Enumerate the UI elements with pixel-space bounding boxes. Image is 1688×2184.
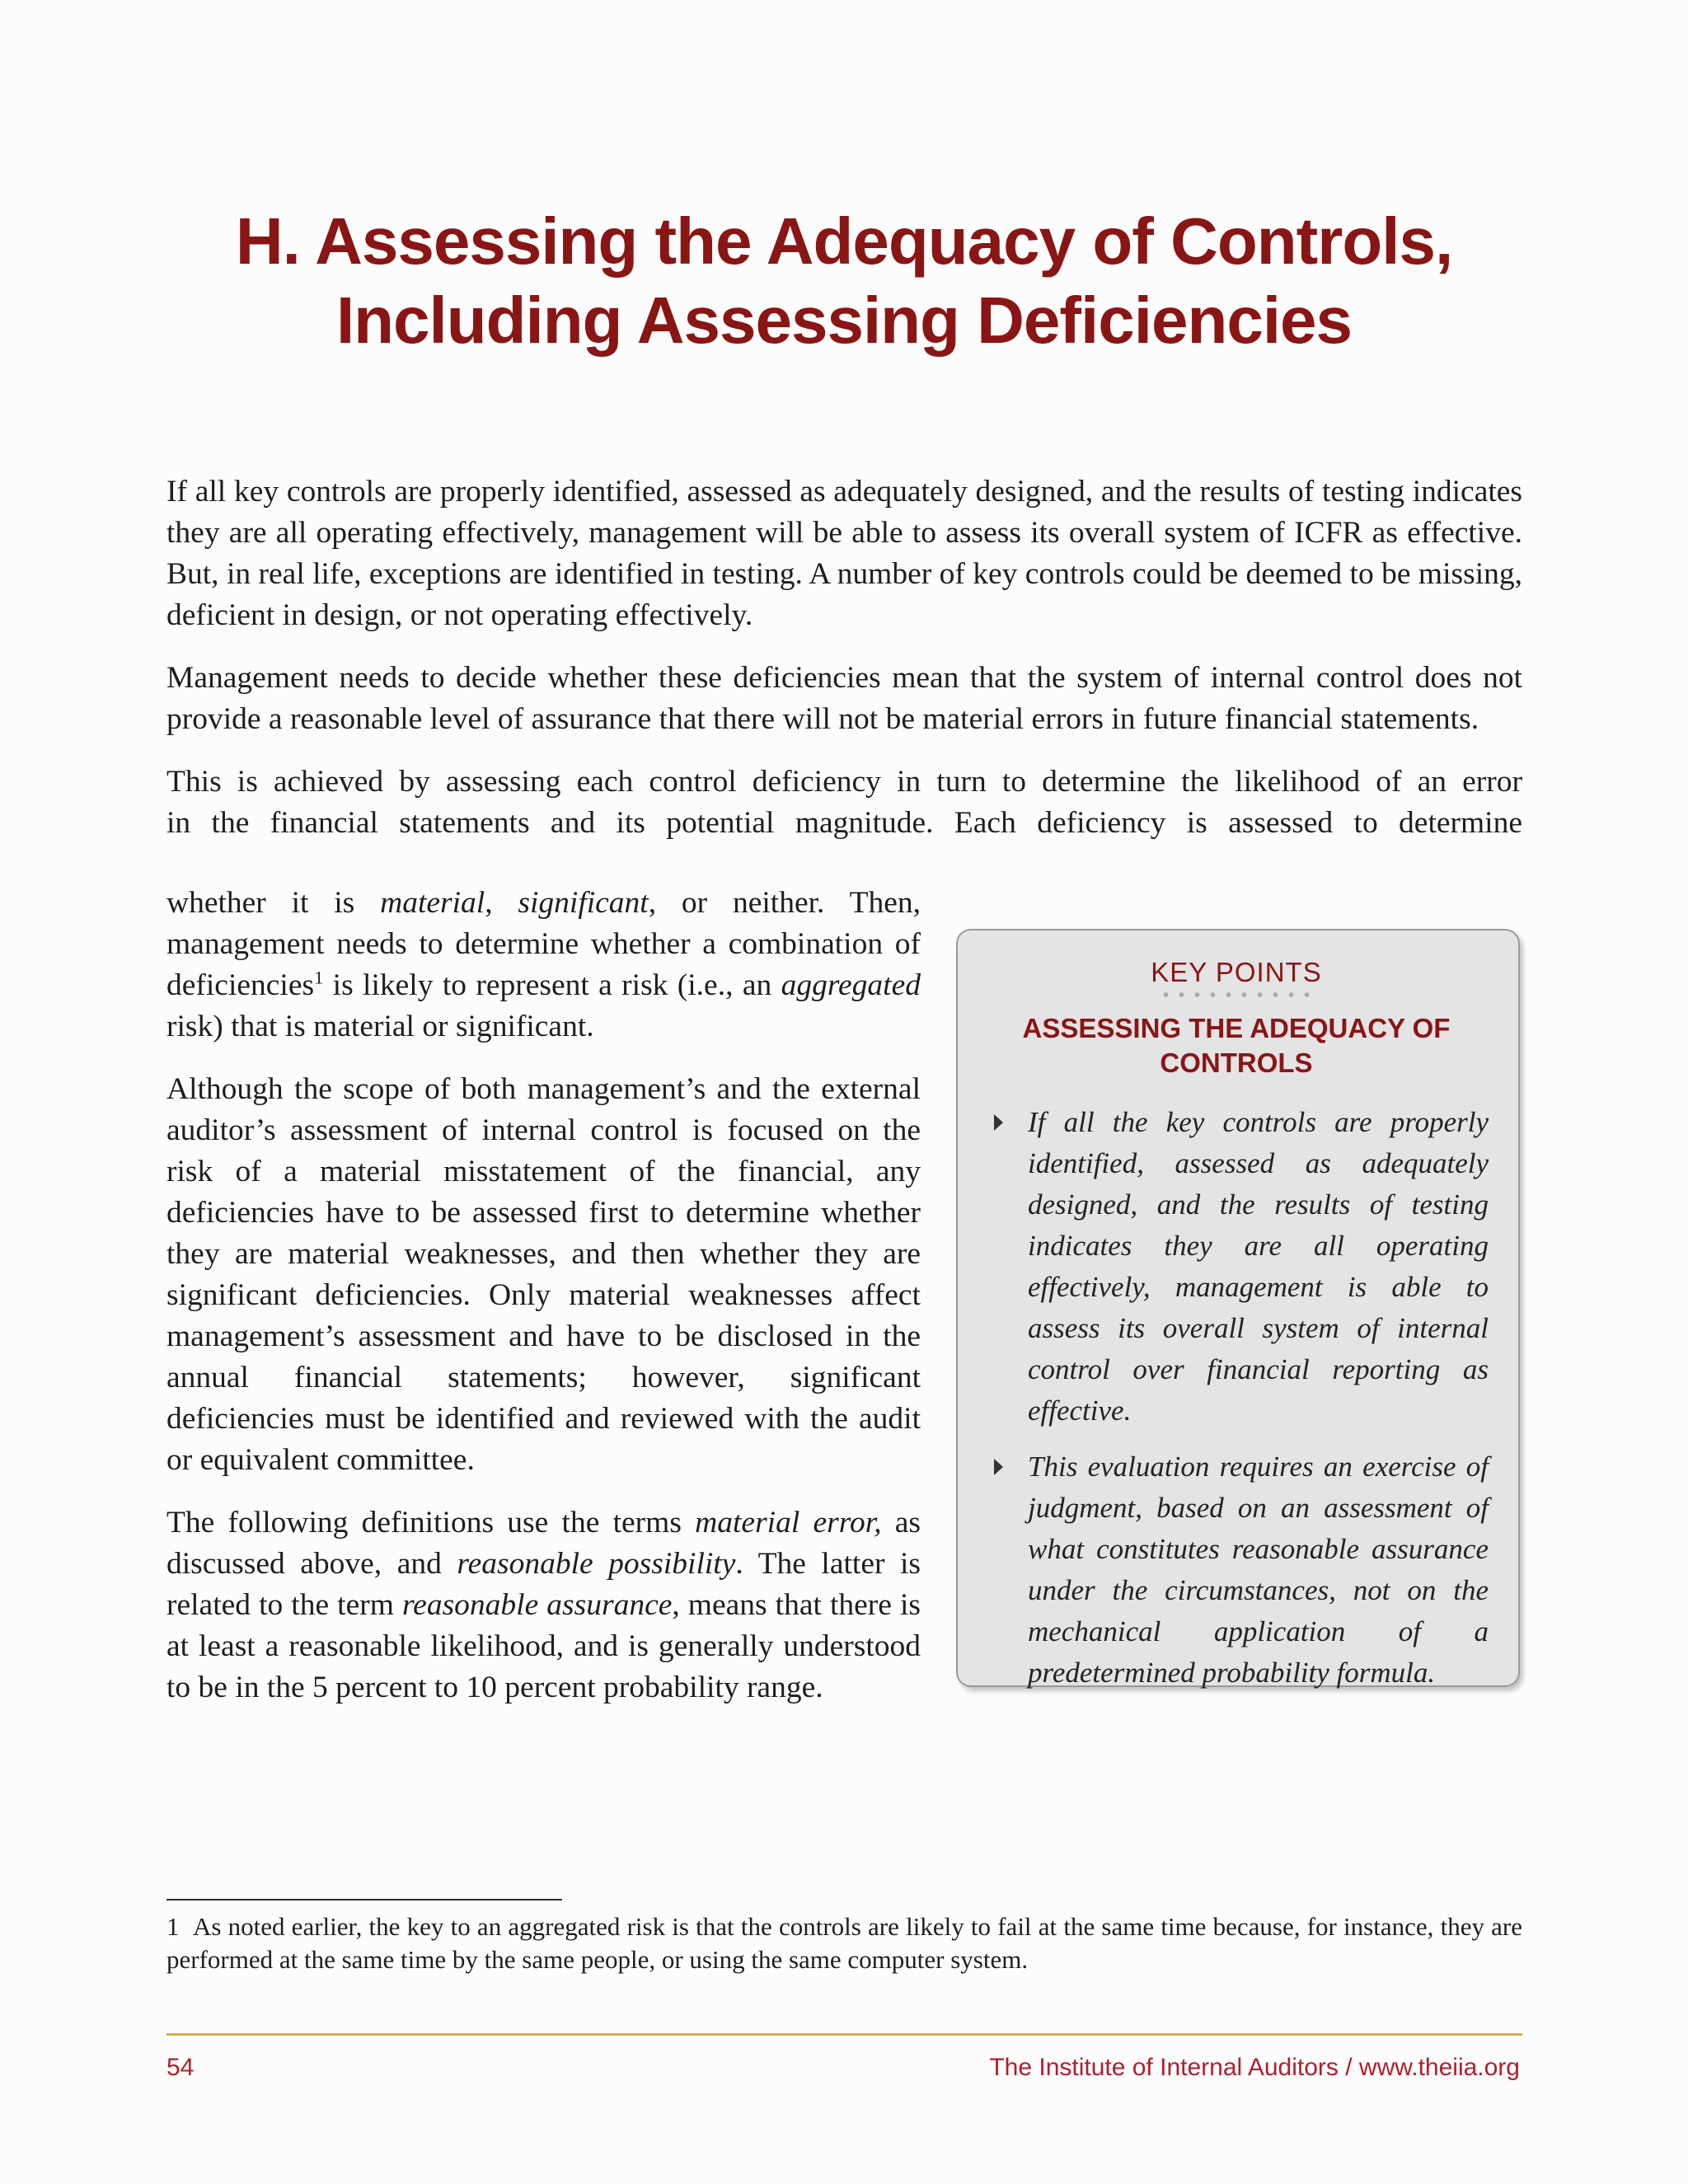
- key-point-item: [984, 1102, 1489, 1432]
- text-run: ,: [485, 886, 518, 920]
- footer-source[interactable]: The Institute of Internal Auditors / www.theiia.org: [989, 2054, 1520, 2081]
- text-run: , or neither. Then, management needs to determine whether a combination of deficiencies: [166, 886, 921, 1002]
- footnote-divider: [166, 1899, 562, 1900]
- footnote-number: 1: [166, 1912, 180, 1941]
- text-run: whether it is: [166, 886, 381, 920]
- text-run: is likely to represent a risk (i.e., an: [323, 968, 781, 1002]
- page-number: 54: [166, 2054, 195, 2081]
- paragraph-5: [166, 1502, 921, 1708]
- key-points-subheading: ASSESSING THE ADEQUACY OF CONTROLS: [1022, 1013, 1451, 1078]
- footnote-text: As noted earlier, the key to an aggregated risk is that the controls are likely to fail at the same time because, for instance, they are performed at the same time by the same people, or using the same computer system.: [166, 1912, 1523, 1974]
- footnote: [166, 1910, 1522, 1976]
- key-point-text: If all the key controls are properly identified, assessed as adequately designed, and the results of testing indicates they are all operating effectively, management is able to assess its overall system of internal control over financial reporting as effective.: [1028, 1106, 1489, 1427]
- text-run: , means that there is at least a reasonable likelihood, and is generally understood to be in the 5 percent to 10 percent probability range.: [166, 1588, 921, 1704]
- page-title: [0, 202, 1688, 360]
- emphasis-significant: significant: [518, 886, 649, 920]
- key-point-text: This evaluation requires an exercise of judgment, based on an assessment of what constitutes reasonable assurance under the circumstances, not on the mechanical application of a predetermined probability formula.: [1028, 1451, 1489, 1689]
- full-width-text: [166, 471, 1522, 844]
- footnote-ref[interactable]: 1: [314, 967, 324, 988]
- paragraph-3-line-2: in the financial statements and its potential magnitude. Each deficiency is assessed to determine: [166, 806, 1522, 840]
- text-run: as discussed above, and: [166, 1506, 921, 1581]
- emphasis-material-error: material error,: [695, 1506, 882, 1540]
- paragraph-1: If all key controls are properly identified, assessed as adequately designed, and the results of testing indicates they are all operating effectively, management will be able to assess its overall system of ICFR as effective. But, in real life, exceptions are identified in testing. A number of key controls could be deemed to be missing, deficient in design, or not operating effectively.: [166, 475, 1522, 632]
- paragraph-3-line-1: This is achieved by assessing each control deficiency in turn to determine the likelihood of an error: [166, 765, 1522, 799]
- dotted-divider: [1158, 991, 1315, 998]
- title-line-2: Including Assessing Deficiencies: [335, 284, 1353, 357]
- emphasis-reasonable-assurance: reasonable assurance: [401, 1588, 673, 1622]
- paragraph-4: Although the scope of both management’s and the external auditor’s assessment of internal control is focused on the risk of a material misstatement of the financial, any deficiencies have to be assessed first to determine whether they are material weaknesses, and then whether they are significant deficiencies. Only material weaknesses affect management’s assessment and have to be disclosed in the annual financial statements; however, significant deficiencies must be identified and reviewed with the audit or equivalent committee.: [166, 1072, 921, 1477]
- text-run: risk) that is material or significant.: [166, 1010, 594, 1043]
- text-run: The following definitions use the terms: [166, 1506, 696, 1540]
- left-column: [166, 883, 921, 1730]
- key-point-item: [984, 1446, 1489, 1694]
- triangle-bullet-icon: [994, 1459, 1003, 1475]
- emphasis-aggregated: aggregated: [781, 968, 921, 1002]
- key-points-heading: KEY POINTS: [1151, 957, 1322, 987]
- text-run: . The latter is related to the term: [166, 1547, 921, 1622]
- emphasis-material: material: [380, 886, 485, 920]
- title-line-1: H. Assessing the Adequacy of Controls,: [235, 204, 1453, 278]
- key-points-box: [956, 929, 1520, 1687]
- paragraph-2: Management needs to decide whether these deficiencies mean that the system of internal control does not provide a reasonable level of assurance that there will not be material errors in future financial statements.: [166, 661, 1522, 736]
- triangle-bullet-icon: [994, 1114, 1003, 1131]
- emphasis-reasonable-possibility: reasonable possibility: [457, 1547, 736, 1581]
- paragraph-3-continued: [166, 883, 921, 1047]
- footer-divider: [166, 2033, 1522, 2036]
